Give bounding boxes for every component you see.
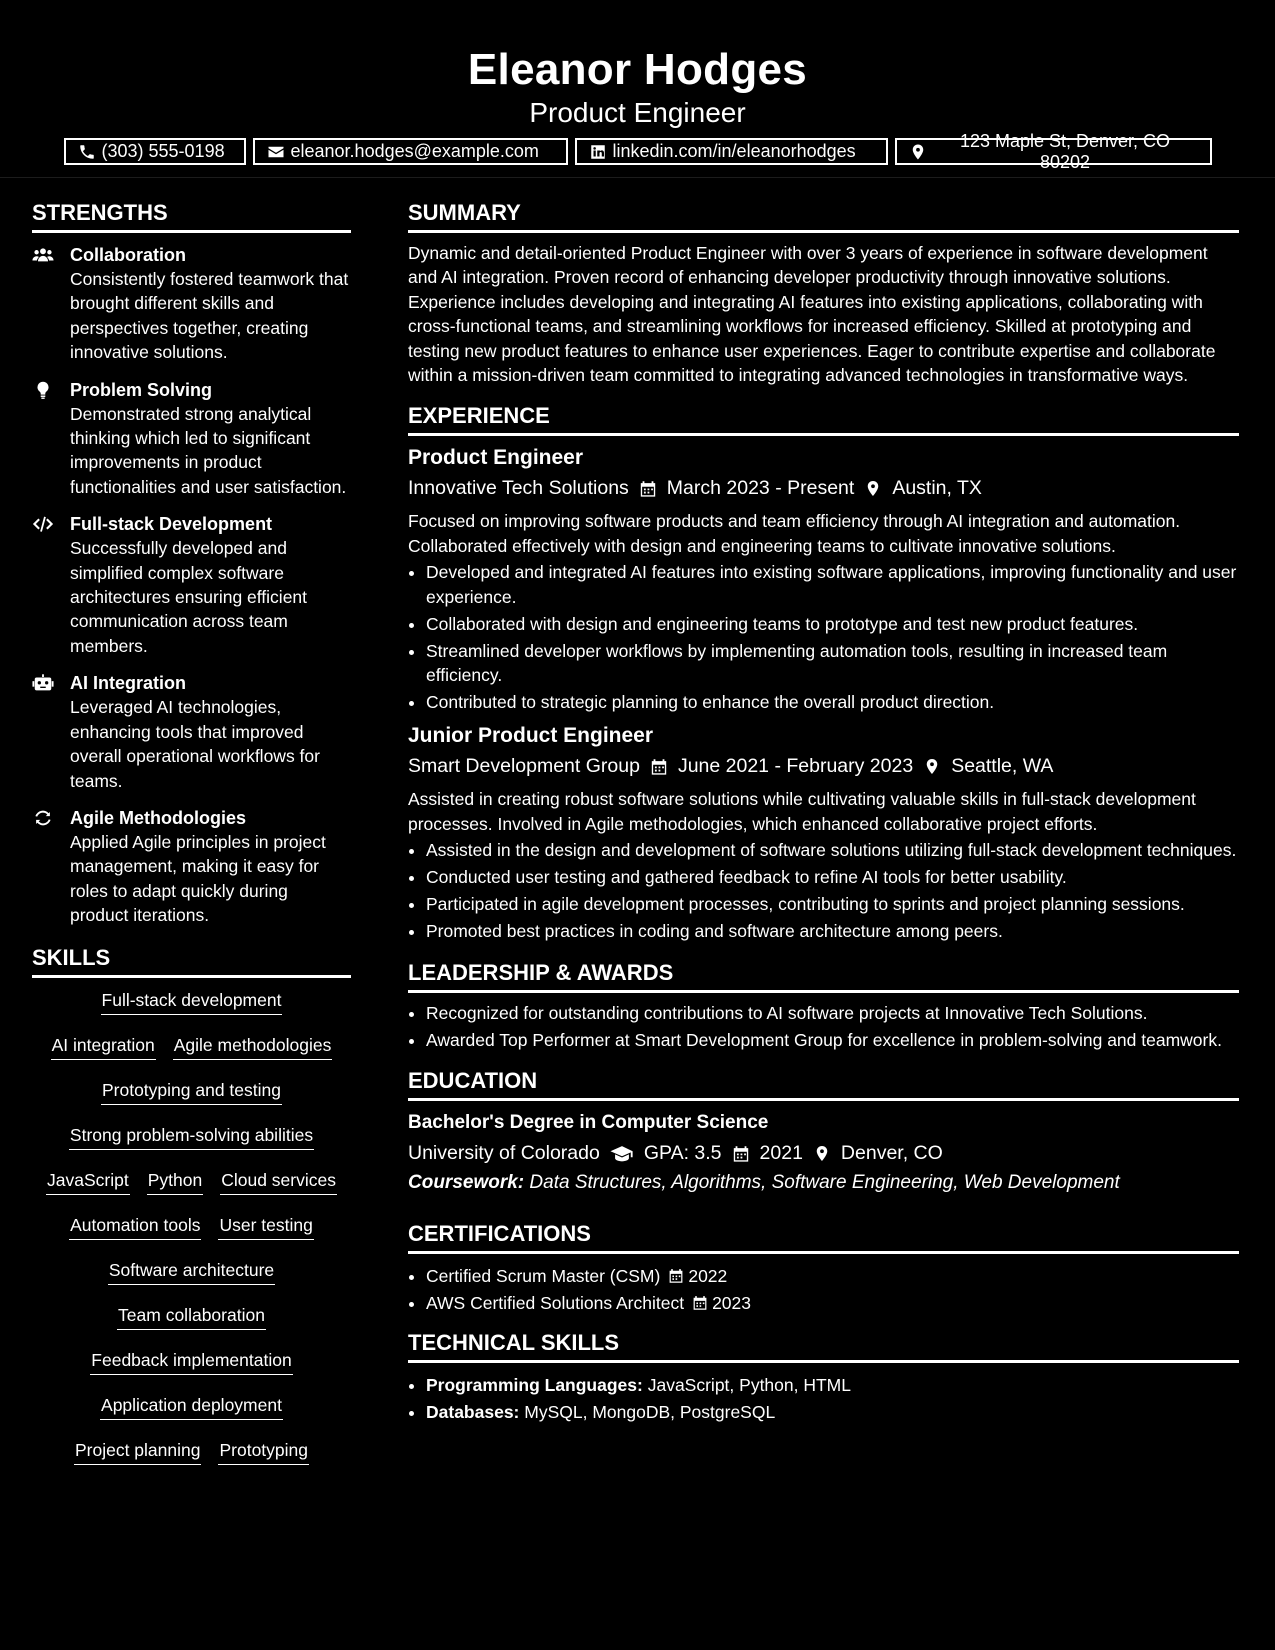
strength-title: Problem Solving	[70, 379, 213, 400]
skill-row	[32, 1168, 351, 1213]
job-dates: March 2023 - Present	[666, 477, 855, 500]
coursework	[408, 1169, 1239, 1197]
job-bullets	[408, 560, 1239, 714]
strength-item	[32, 378, 351, 500]
strength-desc: Leveraged AI technologies, enhancing tools that improved overall operational workflows for teams.	[70, 697, 320, 791]
job-bullets	[408, 838, 1239, 943]
strengths-list	[32, 243, 351, 928]
linkedin-text: linkedin.com/in/eleanorhodges	[612, 141, 856, 161]
job-bullet: • Assisted in the design and development of software solutions utilizing full-stack development techniques.	[426, 838, 1239, 862]
strength-item	[32, 512, 351, 658]
skill-row	[32, 1303, 351, 1348]
strength-title: AI Integration	[70, 673, 186, 694]
skill-row	[32, 1078, 351, 1123]
skill-row	[32, 1348, 351, 1393]
strength-desc: Successfully developed and simplified complex software architectures ensuring efficient communication across team members.	[70, 538, 308, 656]
skills-heading: SKILLS	[32, 941, 351, 978]
skill-tag: Application deployment	[100, 1393, 283, 1420]
job-bullet: • Participated in agile development processes, contributing to sprints and project planning sessions.	[426, 892, 1239, 916]
job-location: Austin, TX	[892, 477, 982, 500]
education-heading: EDUCATION	[408, 1064, 1239, 1101]
calendar-icon	[639, 479, 657, 498]
calendar-icon	[692, 1294, 708, 1311]
skill-tag: Team collaboration	[117, 1303, 266, 1330]
users-icon	[32, 245, 54, 265]
skill-tag: Project planning	[74, 1438, 202, 1465]
summary-heading: SUMMARY	[408, 196, 1239, 233]
certification-year: 2022	[688, 1266, 728, 1287]
skill-tag: Strong problem-solving abilities	[69, 1123, 314, 1150]
job-company: Smart Development Group	[408, 755, 640, 778]
strength-item	[32, 806, 351, 928]
graduation-year: 2021	[759, 1142, 803, 1165]
job-entry	[408, 722, 1239, 943]
job-bullet: • Promoted best practices in coding and software architecture among peers.	[426, 919, 1239, 943]
robot-icon	[32, 673, 54, 693]
strengths-heading: STRENGTHS	[32, 196, 351, 233]
degree-title: Bachelor's Degree in Computer Science	[408, 1112, 769, 1134]
skill-row	[32, 1393, 351, 1438]
phone-icon	[78, 143, 96, 161]
skill-row	[32, 1123, 351, 1168]
contact-address[interactable]	[895, 130, 1212, 172]
envelope-icon	[267, 143, 285, 161]
skill-tag: Software architecture	[108, 1258, 275, 1285]
skill-row	[32, 988, 351, 1033]
certification-item	[426, 1264, 1239, 1288]
skill-tag: Agile methodologies	[173, 1033, 333, 1060]
certification-item	[426, 1291, 1239, 1315]
technical-skills-list	[408, 1373, 1239, 1424]
education-meta	[408, 1139, 1239, 1167]
strength-title: Agile Methodologies	[70, 807, 247, 828]
graduation-cap-icon	[610, 1144, 634, 1163]
certification-name: Certified Scrum Master (CSM)	[426, 1266, 661, 1287]
map-pin-icon	[923, 757, 941, 776]
map-pin-icon	[864, 479, 882, 498]
contact-email[interactable]	[253, 138, 568, 165]
contact-phone[interactable]	[64, 138, 246, 165]
certification-name: AWS Certified Solutions Architect	[426, 1293, 685, 1314]
resume-header	[0, 0, 1275, 178]
calendar-icon	[650, 757, 668, 776]
certification-year: 2023	[712, 1293, 752, 1314]
job-bullet: • Developed and integrated AI features into existing software applications, improving functionality and user experience.	[426, 560, 1239, 609]
job-desc: Assisted in creating robust software solutions while cultivating valuable skills in full-stack development processes. Involved in Agile methodologies, which enhanced collaborative project efforts.	[408, 789, 1196, 834]
leadership-heading: LEADERSHIP & AWARDS	[408, 956, 1239, 993]
candidate-name: Eleanor Hodges	[467, 45, 808, 94]
candidate-title: Product Engineer	[529, 97, 746, 128]
skill-tag: Automation tools	[69, 1213, 201, 1240]
certifications-list	[408, 1264, 1239, 1315]
job-location: Seattle, WA	[951, 755, 1054, 778]
technical-skill-label: Programming Languages:	[426, 1374, 643, 1395]
strength-desc: Consistently fostered teamwork that brought different skills and perspectives together, creating innovative solutions.	[70, 269, 349, 363]
technical-skill-item	[426, 1373, 1239, 1397]
job-company: Innovative Tech Solutions	[408, 477, 629, 500]
contact-bar	[0, 130, 1275, 172]
job-bullet: • Contributed to strategic planning to enhance the overall product direction.	[426, 690, 1239, 714]
skill-row	[32, 1438, 351, 1483]
job-desc: Focused on improving software products and team efficiency through AI integration and automation. Collaborated effectively with design and engineering teams to cultivate innovative solutions.	[408, 511, 1181, 556]
technical-skill-value: MySQL, MongoDB, PostgreSQL	[524, 1401, 776, 1422]
strength-desc: Applied Agile principles in project management, making it easy for roles to adapt quickly during product iterations.	[70, 831, 326, 926]
job-meta	[408, 474, 1239, 502]
skill-tag: Full-stack development	[101, 988, 283, 1015]
email-text: eleanor.hodges@example.com	[290, 141, 539, 161]
calendar-icon	[732, 1144, 750, 1163]
skill-tag: AI integration	[51, 1033, 156, 1060]
gpa: GPA: 3.5	[643, 1142, 722, 1165]
contact-linkedin[interactable]	[575, 138, 888, 165]
sync-icon	[32, 808, 54, 828]
leadership-item: • Recognized for outstanding contributions to AI software projects at Innovative Tech Solutions.	[426, 1001, 1239, 1025]
technical-skill-item	[426, 1400, 1239, 1424]
code-icon	[32, 514, 54, 534]
map-pin-icon	[813, 1144, 831, 1163]
skill-tag: Prototyping and testing	[101, 1078, 282, 1105]
phone-text: (303) 555-0198	[101, 141, 225, 161]
left-column	[32, 196, 351, 1483]
skill-tag: Feedback implementation	[90, 1348, 292, 1375]
summary-text: Dynamic and detail-oriented Product Engineer with over 3 years of experience in software development and AI integration. Proven record of enhancing developer productivity through innovative solutions. Experience includes developing and integrating AI features into existing applications, collaborating with cross-functional teams, and streamlining workflows for increased efficiency. Skilled at prototyping and testing new product features to enhance user experiences. Eager to contribute expertise and collaborate within a mission-driven team committed to integrating advanced technologies in transformative ways.	[408, 243, 1216, 386]
skills-list	[32, 988, 351, 1483]
skill-tag: Python	[147, 1168, 203, 1195]
skill-tag: User testing	[218, 1213, 313, 1240]
school-location: Denver, CO	[840, 1142, 943, 1165]
job-title: Junior Product Engineer	[408, 724, 654, 748]
technical-skill-value: JavaScript, Python, HTML	[647, 1374, 851, 1395]
linkedin-icon	[589, 143, 607, 161]
map-pin-icon	[909, 143, 927, 161]
coursework-text: Data Structures, Algorithms, Software Engineering, Web Development	[529, 1172, 1120, 1194]
job-bullet: • Conducted user testing and gathered feedback to refine AI tools for better usability.	[426, 865, 1239, 889]
right-column	[408, 196, 1239, 1427]
job-title: Product Engineer	[408, 446, 584, 470]
technical-skill-label: Databases:	[426, 1401, 520, 1422]
job-bullet: • Collaborated with design and engineering teams to prototype and test new product features.	[426, 612, 1239, 636]
school-name: University of Colorado	[408, 1142, 600, 1165]
lightbulb-icon	[32, 380, 54, 400]
certifications-heading: CERTIFICATIONS	[408, 1217, 1239, 1254]
job-entry	[408, 444, 1239, 714]
skill-row	[32, 1033, 351, 1078]
skill-tag: Cloud services	[220, 1168, 337, 1195]
skill-row	[32, 1213, 351, 1258]
job-bullet: • Streamlined developer workflows by implementing automation tools, resulting in increased team efficiency.	[426, 639, 1239, 688]
leadership-item: • Awarded Top Performer at Smart Development Group for excellence in problem-solving and teamwork.	[426, 1028, 1239, 1052]
calendar-icon	[668, 1267, 684, 1284]
job-meta	[408, 752, 1239, 780]
strength-item	[32, 243, 351, 365]
coursework-label: Coursework:	[408, 1172, 525, 1194]
strength-desc: Demonstrated strong analytical thinking which led to significant improvements in product functionalities and user satisfaction.	[70, 403, 347, 497]
address-text: 123 Maple St, Denver, CO 80202	[959, 130, 1171, 172]
technical-skills-heading: TECHNICAL SKILLS	[408, 1326, 1239, 1363]
leadership-list	[408, 1001, 1239, 1052]
strength-item	[32, 671, 351, 793]
skill-tag: Prototyping	[218, 1438, 309, 1465]
experience-heading: EXPERIENCE	[408, 399, 1239, 436]
skill-row	[32, 1258, 351, 1303]
strength-title: Full-stack Development	[70, 514, 273, 535]
strength-title: Collaboration	[70, 245, 186, 265]
job-dates: June 2021 - February 2023	[677, 755, 914, 778]
skill-tag: JavaScript	[46, 1168, 130, 1195]
